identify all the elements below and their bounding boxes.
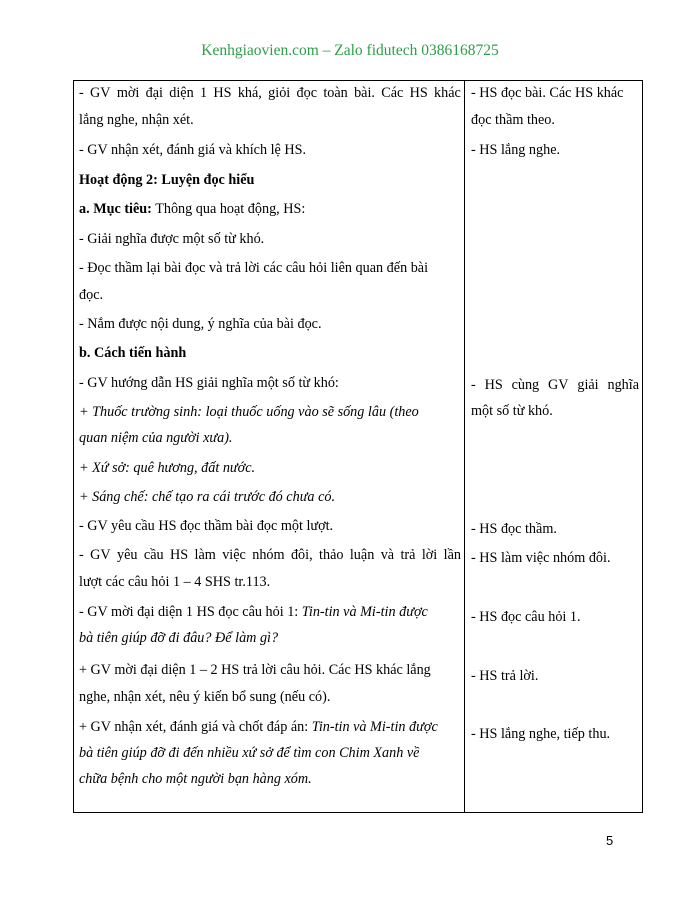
left-line-20: bà tiên giúp đỡ đi đâu? Để làm gì?: [79, 630, 279, 646]
objective-text: Thông qua hoạt động, HS:: [151, 201, 306, 217]
objective-line: [79, 199, 461, 219]
left-line-13: quan niệm của người xưa).: [79, 430, 233, 446]
left-line-7: - Đọc thầm lại bài đọc và trả lời các câu hỏi liên quan đến bài: [79, 260, 429, 276]
left-line-25: chữa bệnh cho một người bạn hàng xóm.: [79, 771, 312, 787]
left-line-23: [79, 717, 461, 737]
left-line-23-italic: Tin-tin và Mi-tin được: [311, 719, 438, 735]
left-line-3: - GV nhận xét, đánh giá và khích lệ HS.: [79, 142, 307, 158]
left-line-9: - Nắm được nội dung, ý nghĩa của bài đọc.: [79, 316, 322, 332]
left-line-17: - GV yêu cầu HS làm việc nhóm đôi, thảo luận và trả lời lần: [79, 547, 461, 563]
left-line-6: - Giải nghĩa được một số từ khó.: [79, 231, 265, 247]
left-line-19-italic: Tin-tin và Mi-tin được: [301, 604, 428, 620]
lesson-table: [73, 80, 643, 813]
left-line-23-plain: + GV nhận xét, đánh giá và chốt đáp án:: [79, 719, 312, 735]
left-line-19-plain: - GV mời đại diện 1 HS đọc câu hỏi 1:: [79, 604, 302, 620]
right-line-4: - HS cùng GV giải nghĩa: [471, 377, 639, 393]
right-line-8: - HS đọc câu hỏi 1.: [471, 609, 581, 625]
right-line-3: - HS lắng nghe.: [471, 142, 561, 158]
left-line-14: + Xứ sở: quê hương, đất nước.: [79, 460, 256, 476]
right-line-2: đọc thầm theo.: [471, 112, 555, 128]
column-divider: [464, 81, 465, 812]
page-number: 5: [606, 833, 614, 848]
objective-label: a. Mục tiêu:: [79, 201, 152, 217]
right-line-6: - HS đọc thầm.: [471, 521, 557, 537]
right-line-10: - HS lắng nghe, tiếp thu.: [471, 726, 611, 742]
left-line-1: - GV mời đại diện 1 HS khá, giỏi đọc toàn bài. Các HS khác: [79, 85, 461, 101]
left-line-18: lượt các câu hỏi 1 – 4 SHS tr.113.: [79, 574, 271, 590]
right-line-9: - HS trả lời.: [471, 668, 539, 684]
left-line-11: - GV hướng dẫn HS giải nghĩa một số từ khó:: [79, 375, 339, 391]
left-line-15: + Sáng chế: chế tạo ra cái trước đó chưa có.: [79, 489, 336, 505]
right-line-1: - HS đọc bài. Các HS khác: [471, 85, 624, 101]
left-line-21: + GV mời đại diện 1 – 2 HS trả lời câu hỏi. Các HS khác lắng: [79, 662, 431, 678]
procedure-heading: b. Cách tiến hành: [79, 345, 187, 361]
left-line-24: bà tiên giúp đỡ đi đến nhiều xứ sở để tìm con Chim Xanh về: [79, 745, 420, 761]
page-header: Kenhgiaovien.com – Zalo fidutech 0386168725: [201, 42, 499, 59]
left-line-2: lắng nghe, nhận xét.: [79, 112, 194, 128]
activity-heading: Hoạt động 2: Luyện đọc hiểu: [79, 172, 255, 188]
right-line-7: - HS làm việc nhóm đôi.: [471, 550, 611, 566]
left-line-16: - GV yêu cầu HS đọc thầm bài đọc một lượt.: [79, 518, 334, 534]
left-line-12: + Thuốc trường sinh: loại thuốc uống vào sẽ sống lâu (theo: [79, 404, 419, 420]
left-line-19: [79, 602, 461, 622]
left-line-8: đọc.: [79, 287, 104, 303]
left-line-22: nghe, nhận xét, nêu ý kiến bổ sung (nếu có).: [79, 689, 331, 705]
right-line-5: một số từ khó.: [471, 403, 553, 419]
